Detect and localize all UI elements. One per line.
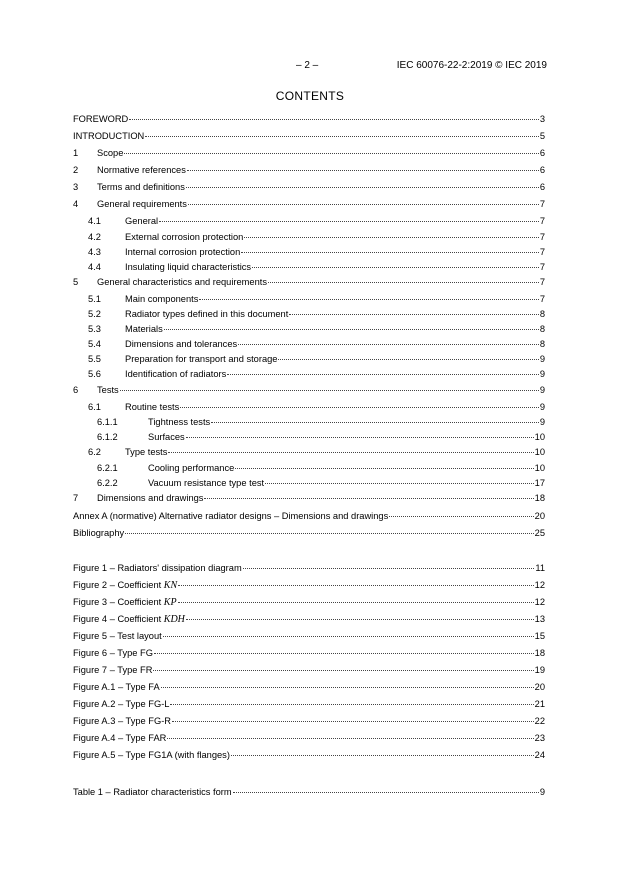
dot-leader xyxy=(289,313,539,315)
toc-entry-figure-6[interactable] xyxy=(73,646,545,660)
entry-title: General xyxy=(125,216,159,226)
dot-leader xyxy=(187,169,539,171)
entry-title: Bibliography xyxy=(73,528,125,538)
page-ref: 7 xyxy=(539,277,545,287)
toc-entry-figure-11[interactable] xyxy=(73,731,545,745)
page-ref: 20 xyxy=(534,511,545,521)
entry-title: Type tests xyxy=(125,447,168,457)
dot-leader xyxy=(170,703,533,705)
page-ref: 12 xyxy=(534,597,545,607)
entry-title: FOREWORD xyxy=(73,114,129,124)
page-ref: 9 xyxy=(539,385,545,395)
dot-leader xyxy=(178,584,534,586)
figure-title xyxy=(73,561,242,575)
figure-label: Figure 3 – Coefficient xyxy=(73,597,164,607)
figure-title xyxy=(73,748,230,762)
toc-entry-section-5.4[interactable] xyxy=(88,337,545,351)
page-ref: 7 xyxy=(539,262,545,272)
toc-entry-figure-8[interactable] xyxy=(73,680,545,694)
page-ref: 3 xyxy=(539,114,545,124)
section-number: 5.6 xyxy=(88,369,101,379)
page-ref: 18 xyxy=(534,493,545,503)
entry-title: General requirements xyxy=(97,199,187,209)
entry-title: Radiator types defined in this document xyxy=(125,309,289,319)
page-ref: 7 xyxy=(539,199,545,209)
figure-title xyxy=(73,629,162,643)
dot-leader xyxy=(120,389,539,391)
entry-title: Vacuum resistance type test xyxy=(148,478,265,488)
figure-label: Figure 2 – Coefficient xyxy=(73,580,164,590)
page-ref: 7 xyxy=(539,247,545,257)
toc-entry-figure-4[interactable] xyxy=(73,612,545,626)
section-number: 5.3 xyxy=(88,324,101,334)
dot-leader xyxy=(199,298,538,300)
entry-title: Tightness tests xyxy=(148,417,211,427)
page-ref: 8 xyxy=(539,324,545,334)
toc-entry-section-2[interactable] xyxy=(73,163,545,177)
entry-title: Main components xyxy=(125,294,199,304)
page-ref: 8 xyxy=(539,339,545,349)
toc-entry-section-6.2.1[interactable] xyxy=(97,461,545,475)
dot-leader xyxy=(125,532,533,534)
dot-leader xyxy=(265,482,534,484)
dot-leader xyxy=(129,118,539,120)
page-ref: 7 xyxy=(539,216,545,226)
figure-label: Figure A.1 – Type FA xyxy=(73,682,160,692)
page-ref: 7 xyxy=(539,294,545,304)
dot-leader xyxy=(235,467,533,469)
section-number: 4.3 xyxy=(88,247,101,257)
figure-label: Figure A.4 – Type FAR xyxy=(73,733,167,743)
entry-title: Preparation for transport and storage xyxy=(125,354,278,364)
toc-entry-section-1[interactable] xyxy=(73,146,545,160)
page-ref: 10 xyxy=(534,447,545,457)
toc-entry-section-4[interactable] xyxy=(73,197,545,211)
toc-entry-figure-3[interactable] xyxy=(73,595,545,609)
figure-label: Figure A.2 – Type FG-L xyxy=(73,699,170,709)
section-number: 6.1 xyxy=(88,402,101,412)
entry-title: Tests xyxy=(97,385,119,395)
dot-leader xyxy=(241,251,539,253)
page-ref: 9 xyxy=(539,402,545,412)
page-ref: 9 xyxy=(539,369,545,379)
toc-entry-section-4.1[interactable] xyxy=(88,214,545,228)
dot-leader xyxy=(252,266,539,268)
toc-entry-figure-10[interactable] xyxy=(73,714,545,728)
math-symbol: KN xyxy=(163,580,178,591)
page-ref: 11 xyxy=(535,563,545,573)
entry-title: Terms and definitions xyxy=(97,182,185,192)
page-ref: 5 xyxy=(539,131,545,141)
toc-entry-section-1[interactable] xyxy=(73,129,545,143)
toc-entry-section-6[interactable] xyxy=(73,383,545,397)
dot-leader xyxy=(227,373,539,375)
figure-title xyxy=(73,731,166,745)
entry-title: Routine tests xyxy=(125,402,180,412)
figure-title xyxy=(73,578,177,593)
dot-leader xyxy=(244,236,538,238)
figure-title xyxy=(73,680,160,694)
toc-entry-section-3[interactable] xyxy=(73,180,545,194)
dot-leader xyxy=(231,754,534,756)
page-ref: 9 xyxy=(539,787,545,797)
standard-reference: IEC 60076-22-2:2019 © IEC 2019 xyxy=(396,60,547,71)
page-ref: 9 xyxy=(539,354,545,364)
figure-label: Figure 4 – Coefficient xyxy=(73,614,164,624)
toc-entry-section-6.1.1[interactable] xyxy=(97,415,545,429)
page-ref: 6 xyxy=(539,182,545,192)
page-ref: 18 xyxy=(534,648,545,658)
toc-entry-figure-12[interactable] xyxy=(73,748,545,762)
dot-leader xyxy=(180,406,539,408)
entry-title: Annex A (normative) Alternative radiator designs – Dimensions and drawings xyxy=(73,511,389,521)
entry-title: Cooling performance xyxy=(148,463,235,473)
page-number: – 2 – xyxy=(296,60,319,71)
dot-leader xyxy=(159,220,539,222)
entry-title: Identification of radiators xyxy=(125,369,227,379)
dot-leader xyxy=(154,652,534,654)
figure-title xyxy=(73,697,169,711)
page-ref: 24 xyxy=(534,750,545,760)
page-ref: 25 xyxy=(534,528,545,538)
page-ref: 7 xyxy=(539,232,545,242)
toc-entry-section-5[interactable] xyxy=(73,275,545,289)
dot-leader xyxy=(168,451,533,453)
section-number: 3 xyxy=(73,182,79,192)
page-ref: 22 xyxy=(534,716,545,726)
dot-leader xyxy=(163,635,534,637)
section-number: 5.2 xyxy=(88,309,101,319)
figure-title xyxy=(73,714,171,728)
toc-entry-section-4.4[interactable] xyxy=(88,260,545,274)
figure-title xyxy=(73,595,177,610)
dot-leader xyxy=(186,186,539,188)
dot-leader xyxy=(167,737,533,739)
page-ref: 17 xyxy=(534,478,545,488)
dot-leader xyxy=(233,791,539,793)
page-ref: 8 xyxy=(539,309,545,319)
toc-entry-section-4.3[interactable] xyxy=(88,245,545,259)
page-ref: 9 xyxy=(539,417,545,427)
dot-leader xyxy=(188,203,539,205)
section-number: 5 xyxy=(73,277,79,287)
page-title: CONTENTS xyxy=(275,89,345,103)
figure-label: Figure 7 – Type FR xyxy=(73,665,153,675)
toc-entry-section-5.3[interactable] xyxy=(88,322,545,336)
figure-label: Figure 5 – Test layout xyxy=(73,631,162,641)
figure-label: Figure A.5 – Type FG1A (with flanges) xyxy=(73,750,230,760)
dot-leader xyxy=(243,567,535,569)
dot-leader xyxy=(124,152,538,154)
entry-title: General characteristics and requirements xyxy=(97,277,268,287)
toc-entry-section-4.2[interactable] xyxy=(88,230,545,244)
entry-title: Dimensions and tolerances xyxy=(125,339,238,349)
dot-leader xyxy=(204,497,533,499)
dot-leader xyxy=(161,686,534,688)
section-number: 4 xyxy=(73,199,79,209)
table-title: Table 1 – Radiator characteristics form xyxy=(73,787,232,797)
section-number: 2 xyxy=(73,165,79,175)
section-number: 5.5 xyxy=(88,354,101,364)
toc-entry-section-5.2[interactable] xyxy=(88,307,545,321)
dot-leader xyxy=(238,343,539,345)
figure-title xyxy=(73,646,153,660)
dot-leader xyxy=(211,421,539,423)
page-ref: 21 xyxy=(534,699,545,709)
entry-title: INTRODUCTION xyxy=(73,131,145,141)
toc-entry-section-6.1[interactable] xyxy=(88,400,545,414)
toc-entry-section-0[interactable] xyxy=(73,112,545,126)
section-number: 6 xyxy=(73,385,79,395)
figure-label: Figure 1 – Radiators' dissipation diagram xyxy=(73,563,242,573)
page-ref: 15 xyxy=(534,631,545,641)
toc-entry-figure-9[interactable] xyxy=(73,697,545,711)
entry-title: Scope xyxy=(97,148,124,158)
dot-leader xyxy=(153,669,533,671)
entry-title: Internal corrosion protection xyxy=(125,247,241,257)
section-number: 5.4 xyxy=(88,339,101,349)
entry-title: Normative references xyxy=(97,165,186,175)
dot-leader xyxy=(268,281,539,283)
section-number: 7 xyxy=(73,493,79,503)
dot-leader xyxy=(186,436,534,438)
toc-entry-section-26[interactable] xyxy=(73,526,545,540)
section-number: 4.2 xyxy=(88,232,101,242)
section-number: 1 xyxy=(73,148,79,158)
toc-entry-figure-1[interactable] xyxy=(73,561,545,575)
page-ref: 20 xyxy=(534,682,545,692)
toc-entry-section-5.1[interactable] xyxy=(88,292,545,306)
section-number: 6.2.1 xyxy=(97,463,118,473)
section-number: 4.1 xyxy=(88,216,101,226)
figure-title xyxy=(73,663,152,677)
dot-leader xyxy=(145,135,539,137)
section-number: 6.2.2 xyxy=(97,478,118,488)
page-ref: 13 xyxy=(534,614,545,624)
section-number: 6.1.1 xyxy=(97,417,118,427)
toc-entry-section-6.2.2[interactable] xyxy=(97,476,545,490)
entry-title: Materials xyxy=(125,324,163,334)
dot-leader xyxy=(164,328,539,330)
toc-entry-figure-2[interactable] xyxy=(73,578,545,592)
page-ref: 10 xyxy=(534,432,545,442)
dot-leader xyxy=(186,618,534,620)
toc-entry-section-6.1.2[interactable] xyxy=(97,430,545,444)
math-symbol: KP xyxy=(163,597,177,608)
section-number: 6.2 xyxy=(88,447,101,457)
dot-leader xyxy=(278,358,538,360)
page-ref: 10 xyxy=(534,463,545,473)
dot-leader xyxy=(389,515,533,517)
toc-entry-table-1[interactable] xyxy=(73,785,545,799)
section-number: 6.1.2 xyxy=(97,432,118,442)
figure-label: Figure 6 – Type FG xyxy=(73,648,153,658)
toc-entry-section-25[interactable] xyxy=(73,509,545,523)
entry-title: Surfaces xyxy=(148,432,185,442)
page-ref: 19 xyxy=(534,665,545,675)
toc-entry-section-5.6[interactable] xyxy=(88,367,545,381)
figure-title xyxy=(73,612,185,627)
section-number: 5.1 xyxy=(88,294,101,304)
page-ref: 23 xyxy=(534,733,545,743)
page-ref: 12 xyxy=(534,580,545,590)
dot-leader xyxy=(172,720,534,722)
toc-entry-figure-5[interactable] xyxy=(73,629,545,643)
figure-label: Figure A.3 – Type FG-R xyxy=(73,716,172,726)
toc-entry-section-6.2[interactable] xyxy=(88,445,545,459)
entry-title: Insulating liquid characteristics xyxy=(125,262,252,272)
dot-leader xyxy=(178,601,534,603)
section-number: 4.4 xyxy=(88,262,101,272)
entry-title: Dimensions and drawings xyxy=(97,493,204,503)
toc-entry-section-5.5[interactable] xyxy=(88,352,545,366)
entry-title: External corrosion protection xyxy=(125,232,244,242)
page-ref: 6 xyxy=(539,165,545,175)
page-ref: 6 xyxy=(539,148,545,158)
toc-entry-section-7[interactable] xyxy=(73,491,545,505)
math-symbol: KDH xyxy=(163,614,185,625)
toc-entry-figure-7[interactable] xyxy=(73,663,545,677)
